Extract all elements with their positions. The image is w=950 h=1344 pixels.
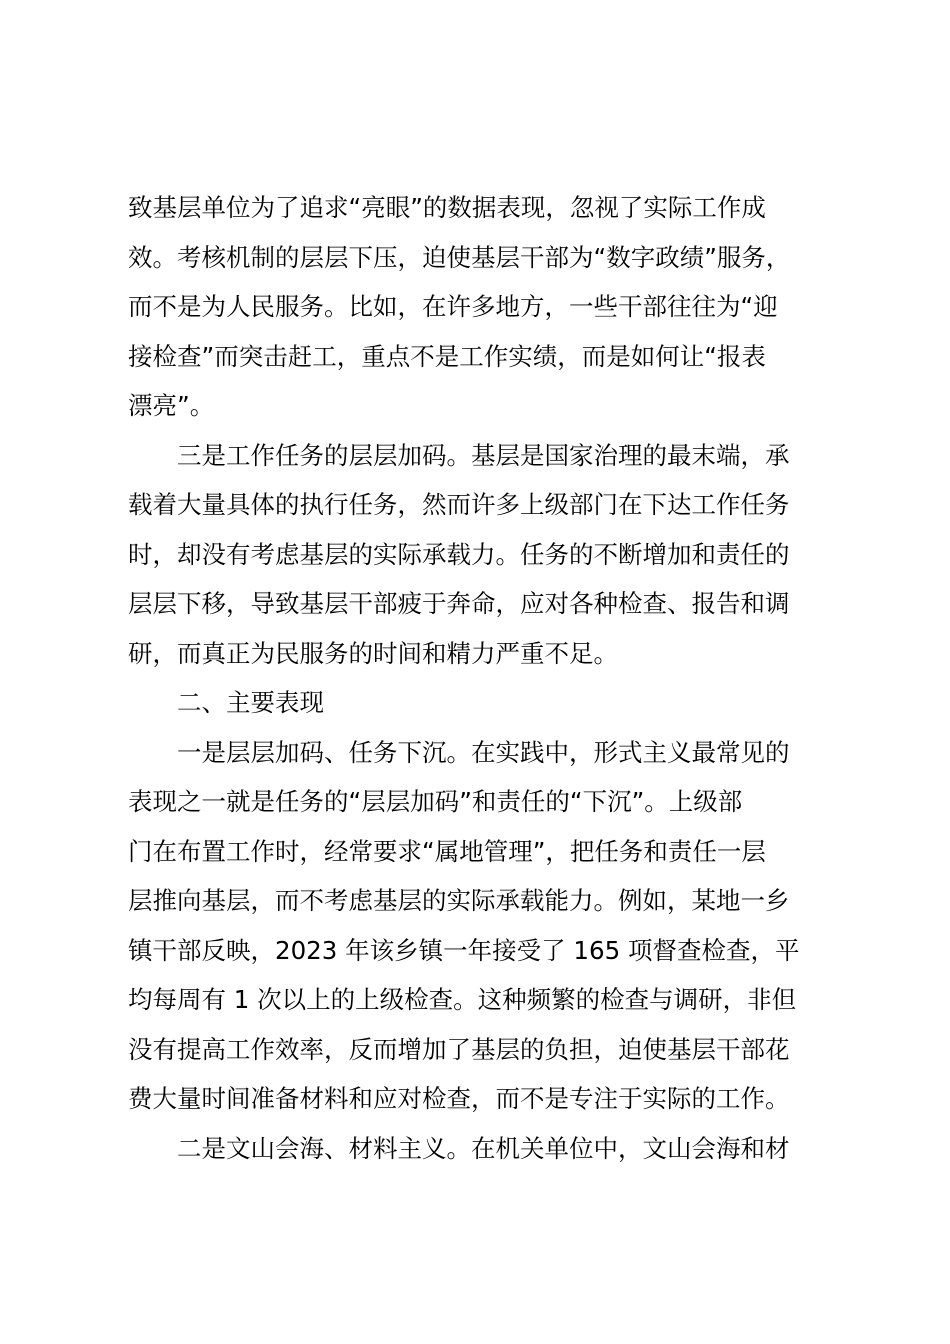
text-line: 载着大量具体的执行任务，然而许多上级部门在下达工作任务	[128, 490, 790, 519]
text-line: 层推向基层，而不考虑基层的实际承载能力。例如，某地一乡	[128, 886, 790, 915]
text-line: 镇干部反映，2023 年该乡镇一年接受了 165 项督查检查，平	[128, 935, 800, 965]
text-line: 漂亮”。	[128, 391, 215, 420]
text-line: 接检查”而突击赶工，重点不是工作实绩，而是如何让“报表	[128, 341, 766, 371]
text-line: 效。考核机制的层层下压，迫使基层干部为“数字政绩”服务，	[128, 242, 791, 272]
text-line: 研，而真正为民服务的时间和精力严重不足。	[128, 638, 618, 668]
text-line: 时，却没有考虑基层的实际承载力。任务的不断增加和责任的	[128, 539, 790, 569]
text-line: 二是文山会海、材料主义。在机关单位中，文山会海和材	[177, 1133, 790, 1163]
text-line: 二、主要表现	[177, 688, 324, 717]
text-line: 而不是为人民服务。比如，在许多地方，一些干部往往为“迎	[128, 292, 778, 321]
text-line: 表现之一就是任务的“层层加码”和责任的“下沉”。上级部	[128, 787, 743, 816]
text-line: 三是工作任务的层层加码。基层是国家治理的最末端，承	[177, 440, 790, 470]
text-line: 没有提高工作效率，反而增加了基层的负担，迫使基层干部花	[128, 1034, 790, 1064]
text-line: 一是层层加码、任务下沉。在实践中，形式主义最常见的	[177, 737, 790, 767]
text-line: 费大量时间准备材料和应对检查，而不是专注于实际的工作。	[128, 1084, 790, 1113]
text-line: 层层下移，导致基层干部疲于奔命，应对各种检查、报告和调	[128, 589, 790, 618]
text-line: 均每周有 1 次以上的上级检查。这种频繁的检查与调研，非但	[128, 985, 797, 1014]
text-line: 致基层单位为了追求“亮眼”的数据表现，忽视了实际工作成	[128, 193, 766, 222]
body-text	[128, 183, 848, 1173]
text-line: 门在布置工作时，经常要求“属地管理”，把任务和责任一层	[128, 836, 766, 866]
